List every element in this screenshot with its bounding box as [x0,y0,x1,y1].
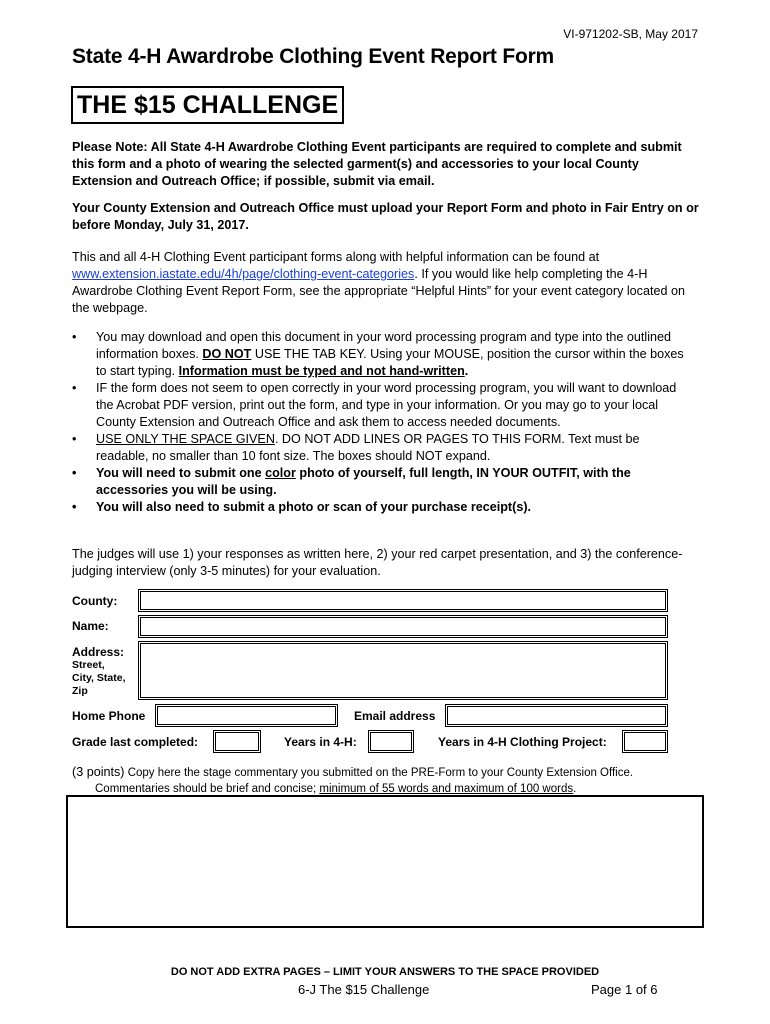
address-sub-street: Street, [72,659,105,671]
commentary-instructions [72,765,712,797]
info-text-post: . If you would like help completing the 4-H Awardrobe Clothing Event Report Form, see the appropriate “Helpful Hints” for your event category located on the webpage. [72,267,685,315]
grade-label: Grade last completed: [72,735,199,749]
county-input[interactable] [140,591,666,610]
page-title: State 4-H Awardrobe Clothing Event Report Form [72,45,555,68]
footer-warning: DO NOT ADD EXTRA PAGES – LIMIT YOUR ANSWERS TO THE SPACE PROVIDED [170,966,600,978]
name-input[interactable] [140,617,666,636]
category-link[interactable]: www.extension.iastate.edu/4h/page/clothing-event-categories [72,267,415,281]
info-paragraph [72,249,702,317]
years-clothing-label: Years in 4-H Clothing Project: [438,735,607,749]
address-input[interactable] [140,643,666,698]
list-item: • You will need to submit one color photo of yourself, full length, IN YOUR OUTFIT, with the accessories you will be using. [72,466,631,497]
home-phone-label: Home Phone [72,709,146,723]
commentary-limit: Commentaries should be brief and concise; minimum of 55 words and maximum of 100 words. [95,783,577,795]
years-4h-input[interactable] [370,732,412,751]
deadline-paragraph: Your County Extension and Outreach Office must upload your Report Form and photo in Fair Entry on or before Monday, July 31, 2017. [72,201,699,232]
email-input[interactable] [447,706,666,725]
points-label: (3 points) [72,765,125,779]
grade-input[interactable] [215,732,259,751]
judges-paragraph: The judges will use 1) your responses as written here, 2) your red carpet presentation, and 3) the conference-judging interview (only 3-5 minutes) for your evaluation. [72,547,683,578]
years-4h-label: Years in 4-H: [284,735,357,749]
address-sub-city: City, State, [72,672,126,684]
document-id: VI-971202-SB, May 2017 [563,27,698,41]
footer-section: 6-J The $15 Challenge [298,982,430,997]
note-paragraph: Please Note: All State 4-H Awardrobe Clothing Event participants are required to complete and submit this form and a photo of wearing the selected garment(s) and accessories to your local County Extension and Outreach Office; if possible, submit via email. [72,140,682,188]
instructions-list [72,329,692,516]
email-label: Email address [354,709,436,723]
years-clothing-input[interactable] [624,732,666,751]
list-item: • USE ONLY THE SPACE GIVEN. DO NOT ADD LINES OR PAGES TO THIS FORM. Text must be readable, no smaller than 10 font size. The boxes should NOT expand. [72,432,640,463]
page-number: Page 1 of 6 [591,982,658,997]
challenge-title: THE $15 CHALLENGE [71,86,344,124]
commentary-textarea[interactable] [66,795,704,928]
list-item: • You may download and open this document in your word processing program and type into the outlined information boxes. DO NOT USE THE TAB KEY. Using your MOUSE, position the cursor within the boxes to start typing. Information must be typed and not hand-written. [72,330,684,378]
commentary-text: Copy here the stage commentary you submitted on the PRE-Form to your County Extension Office. [124,767,634,779]
list-item: • IF the form does not seem to open correctly in your word processing program, you will want to download the Acrobat PDF version, print out the form, and type in your information. Or you may go to your local County Extension and Outreach Office and ask them to access needed documents. [72,381,677,429]
home-phone-input[interactable] [157,706,336,725]
address-sub-zip: Zip [72,685,88,697]
county-label: County: [72,594,118,608]
address-label: Address: [72,645,125,659]
list-item: • You will also need to submit a photo or scan of your purchase receipt(s). [72,500,532,514]
name-label: Name: [72,619,109,633]
info-text-pre: This and all 4-H Clothing Event participant forms along with helpful information can be found at [72,250,600,264]
